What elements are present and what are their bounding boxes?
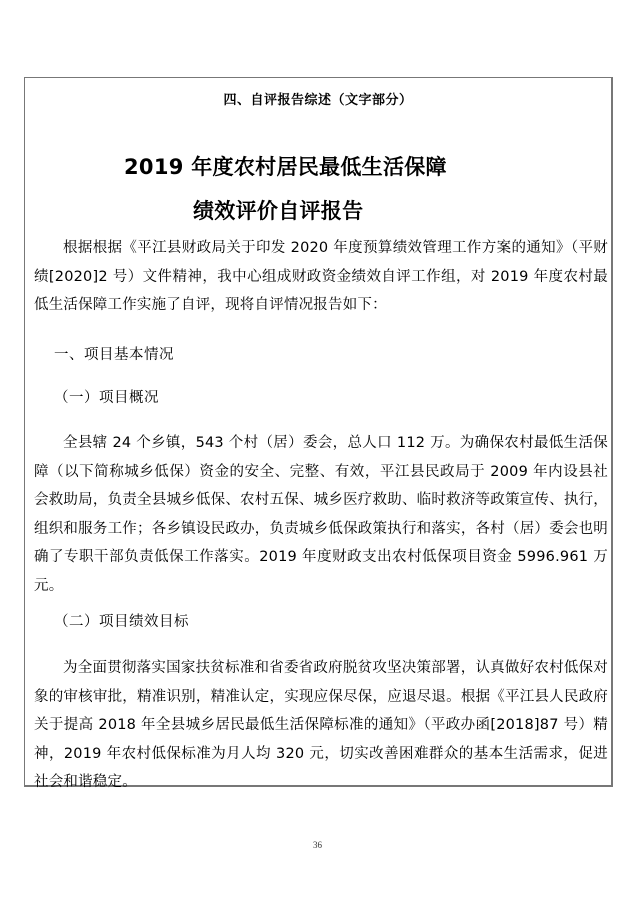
report-title-line-2: 绩效评价自评报告 [193,199,364,223]
report-frame [24,77,613,790]
overview-paragraph: 全县辖 24 个乡镇，543 个村（居）委会，总人口 112 万。为确保农村最低生活保障（以下简称城乡低保）资金的安全、完整、有效，平江县民政局于 2009 年内设县社会救助局，负责全县城乡低保、农村五保、城乡医疗救助、临时救济等政策宣传、执行，组织和服务工作；各乡镇设民政办，负责城乡低保政策执行和落实，各村（居）委会也明确了专职干部负责低保工作落实。2019 年度财政支出农村低保项目资金 5996.961 万元。 [34,435,608,594]
intro-paragraph: 根据根据《平江县财政局关于印发 2020 年度预算绩效管理工作方案的通知》（平财绩[2020]2 号）文件精神，我中心组成财政资金绩效自评工作组，对 2019 年度农村最低生活保障工作实施了自评，现将自评情况报告如下： [34,240,608,313]
goals-paragraph: 为全面贯彻落实国家扶贫标准和省委省政府脱贫攻坚决策部署，认真做好农村低保对象的审核审批，精准识别，精准认定，实现应保尽保，应退尽退。根据《平江县人民政府关于提高 2018 年全县城乡居民最低生活保障标准的通知》（平政办函[2018]87 号）精神，2019 年农村低保标准为月人均 320 元，切实改善困难群众的基本生活需求，促进社会和谐稳定。 [34,660,608,790]
heading-basic-info: 一、项目基本情况 [54,347,174,363]
subheading-performance-goals: （二）项目绩效目标 [54,614,189,630]
page-number: 36 [313,840,322,850]
section-header: 四、自评报告综述（文字部分） [223,93,413,108]
report-title-line-1: 2019 年度农村居民最低生活保障 [124,155,447,179]
subheading-project-overview: （一）项目概况 [54,390,159,406]
